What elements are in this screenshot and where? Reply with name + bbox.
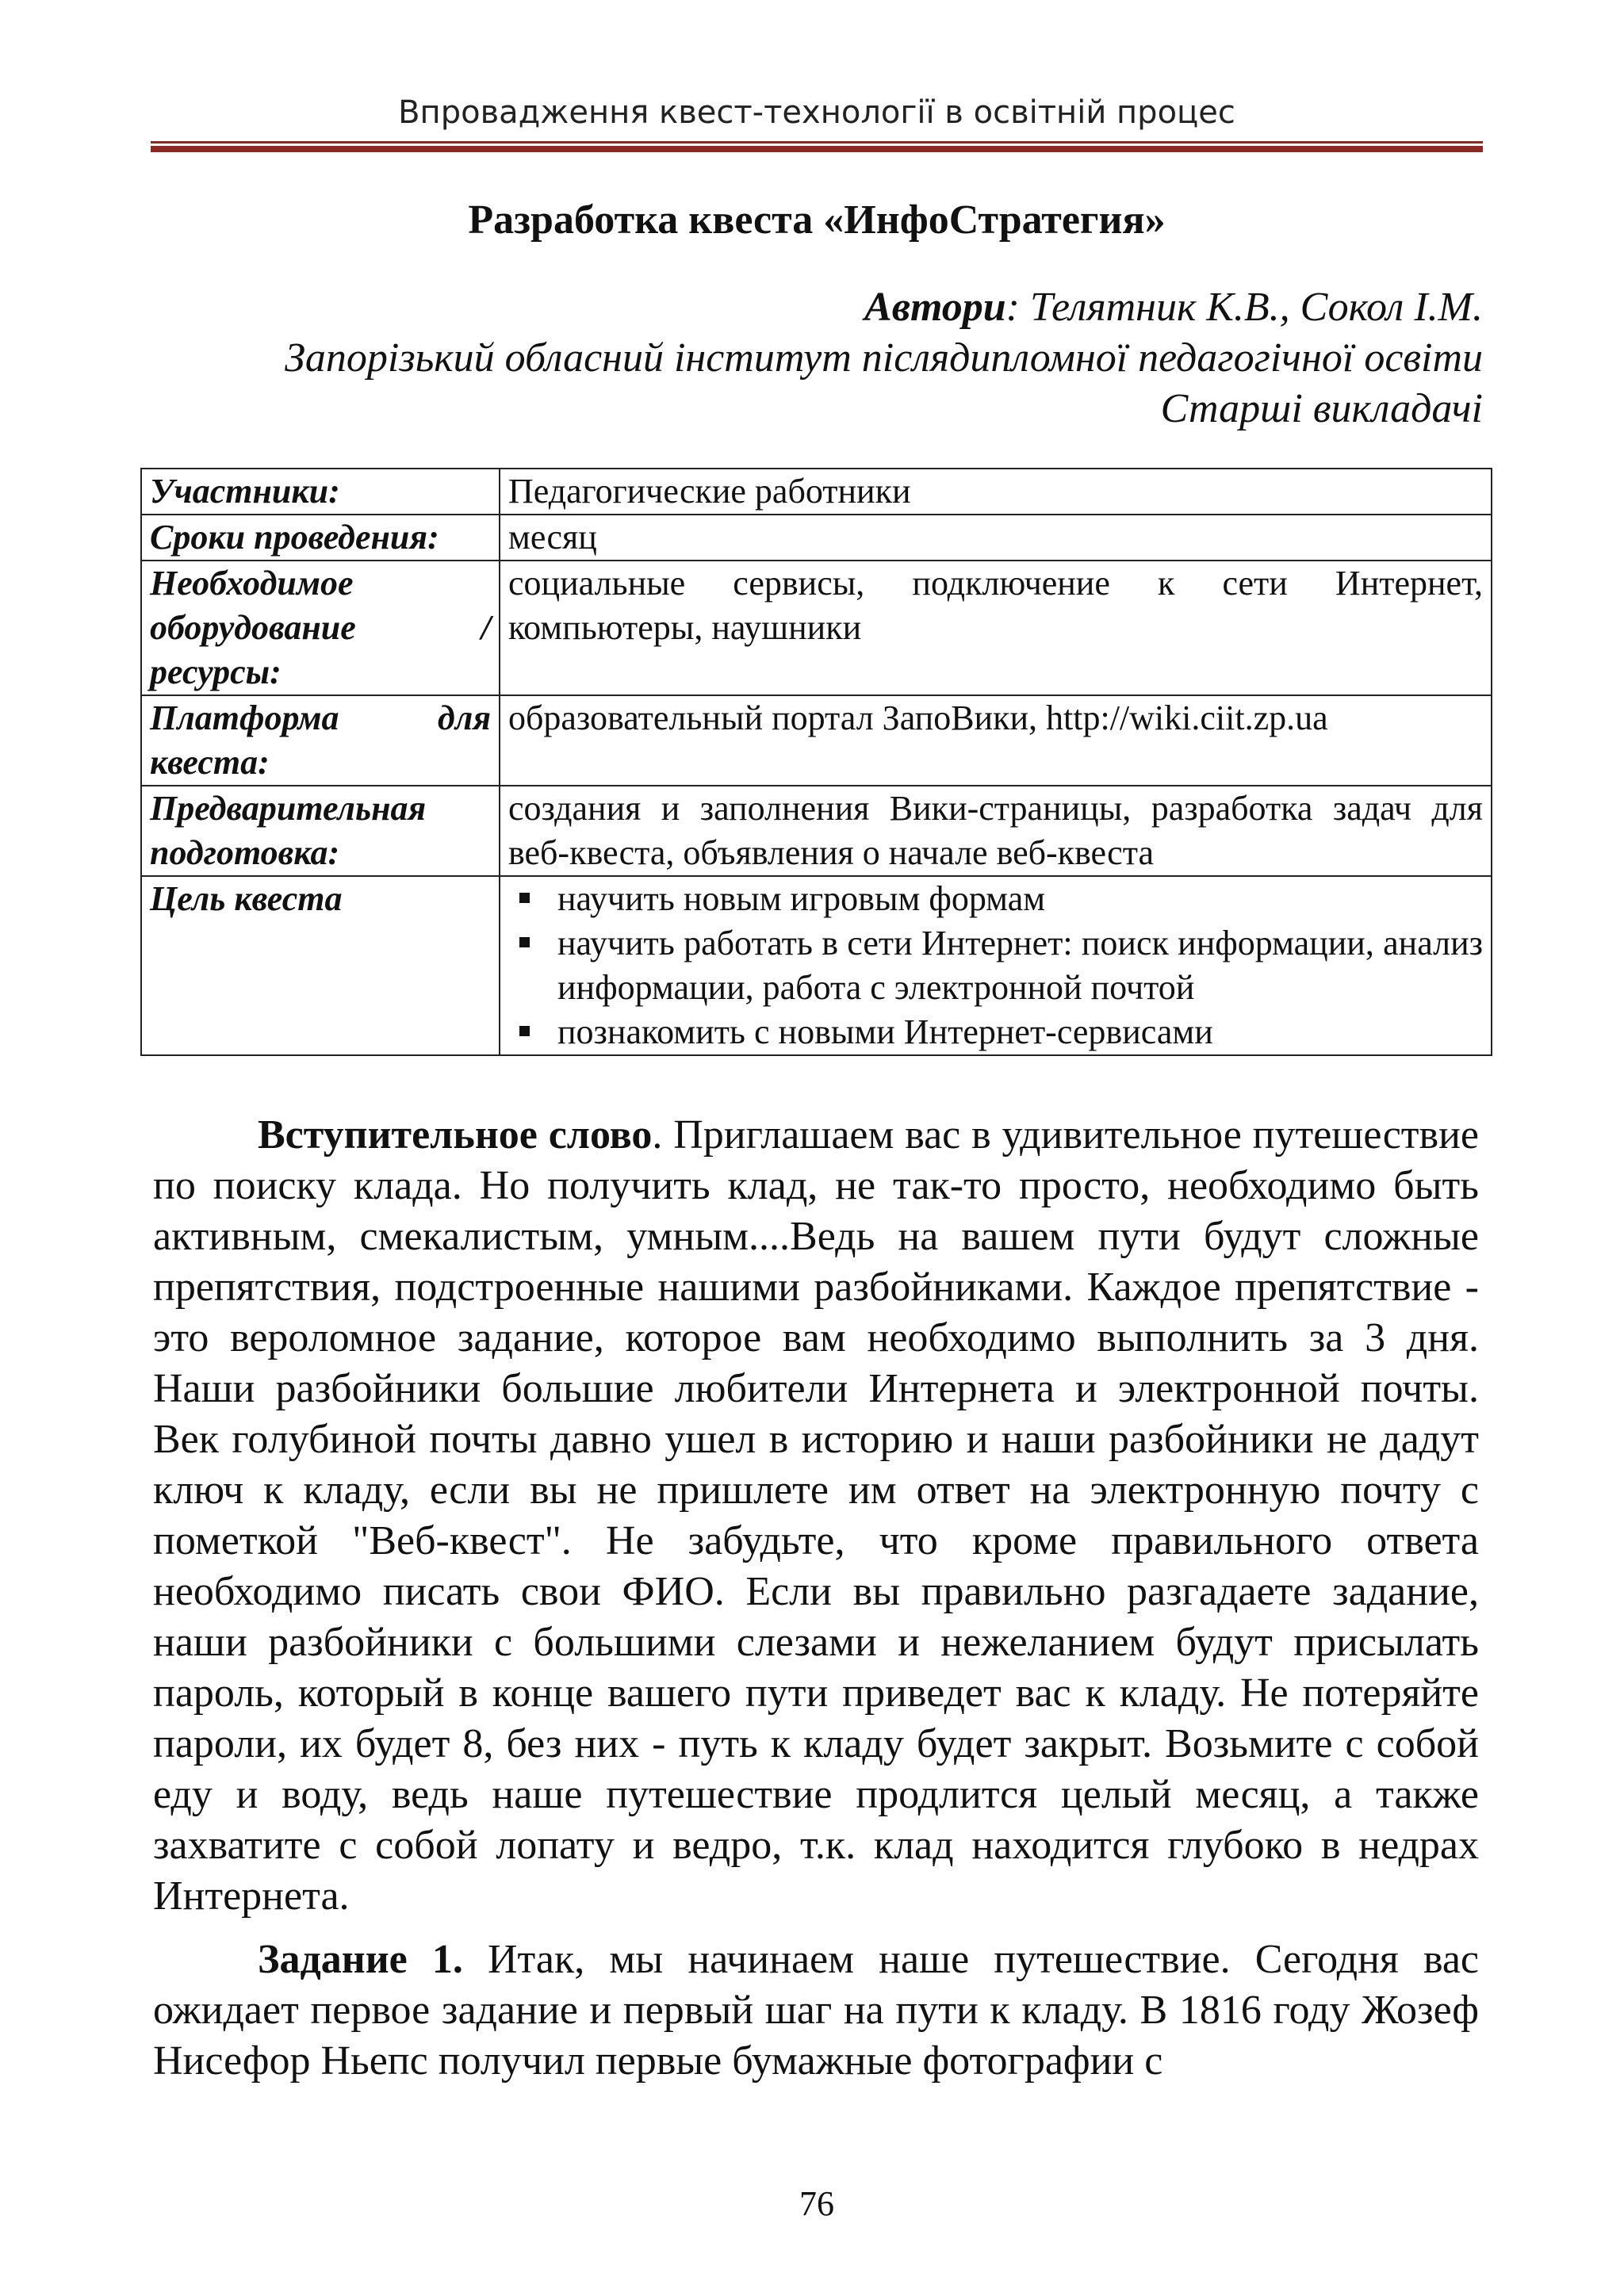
row-value: месяц xyxy=(500,515,1492,561)
row-key: Необходимое оборудование / ресурсы: xyxy=(141,561,500,695)
position-line: Старші викладачі xyxy=(1160,386,1483,431)
row-value-list xyxy=(500,876,1492,1055)
page-number: 76 xyxy=(799,2184,834,2223)
intro-paragraph xyxy=(153,1110,1479,1922)
goal-list xyxy=(508,877,1483,1054)
row-key: Платформа для квеста: xyxy=(141,695,500,786)
list-item: научить новым игровым формам xyxy=(557,877,1483,921)
row-key: Предварительная подготовка: xyxy=(141,786,500,876)
table-row xyxy=(141,561,1492,695)
document-title: Разработка квеста «ИнфоСтратегия» xyxy=(468,197,1166,243)
table-row xyxy=(141,469,1492,515)
header-rule-thin xyxy=(151,141,1483,144)
institution-line: Запорізький обласний інститут післядипломної педагогічної освіти xyxy=(285,335,1483,381)
body-text xyxy=(153,1110,1479,2099)
running-header: Впровадження квест-технології в освітній процес xyxy=(398,94,1235,131)
row-key: Цель квеста xyxy=(141,876,500,1055)
task1-text: Итак, мы начинаем наше путешествие. Сегодня вас ожидает первое задание и первый шаг на пути к кладу. В 1816 году Жозеф Нисефор Ньепс получил первые бумажные фотографии с xyxy=(153,1937,1479,2084)
row-value: образовательный портал ЗапоВики, http://wiki.ciit.zp.ua xyxy=(500,695,1492,786)
table-row xyxy=(141,786,1492,876)
row-key: Участники: xyxy=(141,469,500,515)
authors-names: : Телятник К.В., Сокол І.М. xyxy=(1005,285,1483,330)
row-value: создания и заполнения Вики-страницы, разработка задач для веб-квеста, объявления о начале веб-квеста xyxy=(500,786,1492,876)
table-row xyxy=(141,695,1492,786)
intro-text: . Приглашаем вас в удивительное путешествие по поиску клада. Но получить клад, не так-то просто, необходимо быть активным, смекалистым, умным....Ведь на вашем пути будут сложные препятствия, подстроенные нашими разбойниками. Каждое препятствие - это вероломное задание, которое вам необходимо выполнить за 3 дня. Наши разбойники большие любители Интернета и электронной почты. Век голубиной почты давно ушел в историю и наши разбойники не дадут ключ к кладу, если вы не пришлете им ответ на электронную почту с пометкой "Веб-квест". Не забудьте, что кроме правильного ответа необходимо писать свои ФИО. Если вы правильно разгадаете задание, наши разбойники с большими слезами и нежеланием будут присылать пароль, который в конце вашего пути приведет вас к кладу. Не потеряйте пароли, их будет 8, без них - путь к кладу будет закрыт. Возьмите с собой еду и воду, ведь наше путешествие продлится целый месяц, а также захватите с собой лопату и ведро, т.к. клад находится глубоко в недрах Интернета. xyxy=(153,1112,1479,1919)
quest-info-table xyxy=(140,468,1492,1056)
task1-paragraph xyxy=(153,1934,1479,2087)
byline xyxy=(151,282,1483,434)
row-value: социальные сервисы, подключение к сети Интернет, компьютеры, наушники xyxy=(500,561,1492,695)
list-item: научить работать в сети Интернет: поиск информации, анализ информации, работа с электронной почтой xyxy=(557,921,1483,1010)
header-rule-thick xyxy=(151,146,1483,152)
row-key: Сроки проведения: xyxy=(141,515,500,561)
intro-heading: Вступительное слово xyxy=(258,1112,653,1158)
row-value: Педагогические работники xyxy=(500,469,1492,515)
table-row xyxy=(141,515,1492,561)
authors-line xyxy=(151,282,1483,333)
list-item: познакомить с новыми Интернет-сервисами xyxy=(557,1010,1483,1054)
authors-label: Автори xyxy=(864,285,1006,330)
table-row xyxy=(141,876,1492,1055)
task1-heading: Задание 1. xyxy=(258,1937,463,1982)
